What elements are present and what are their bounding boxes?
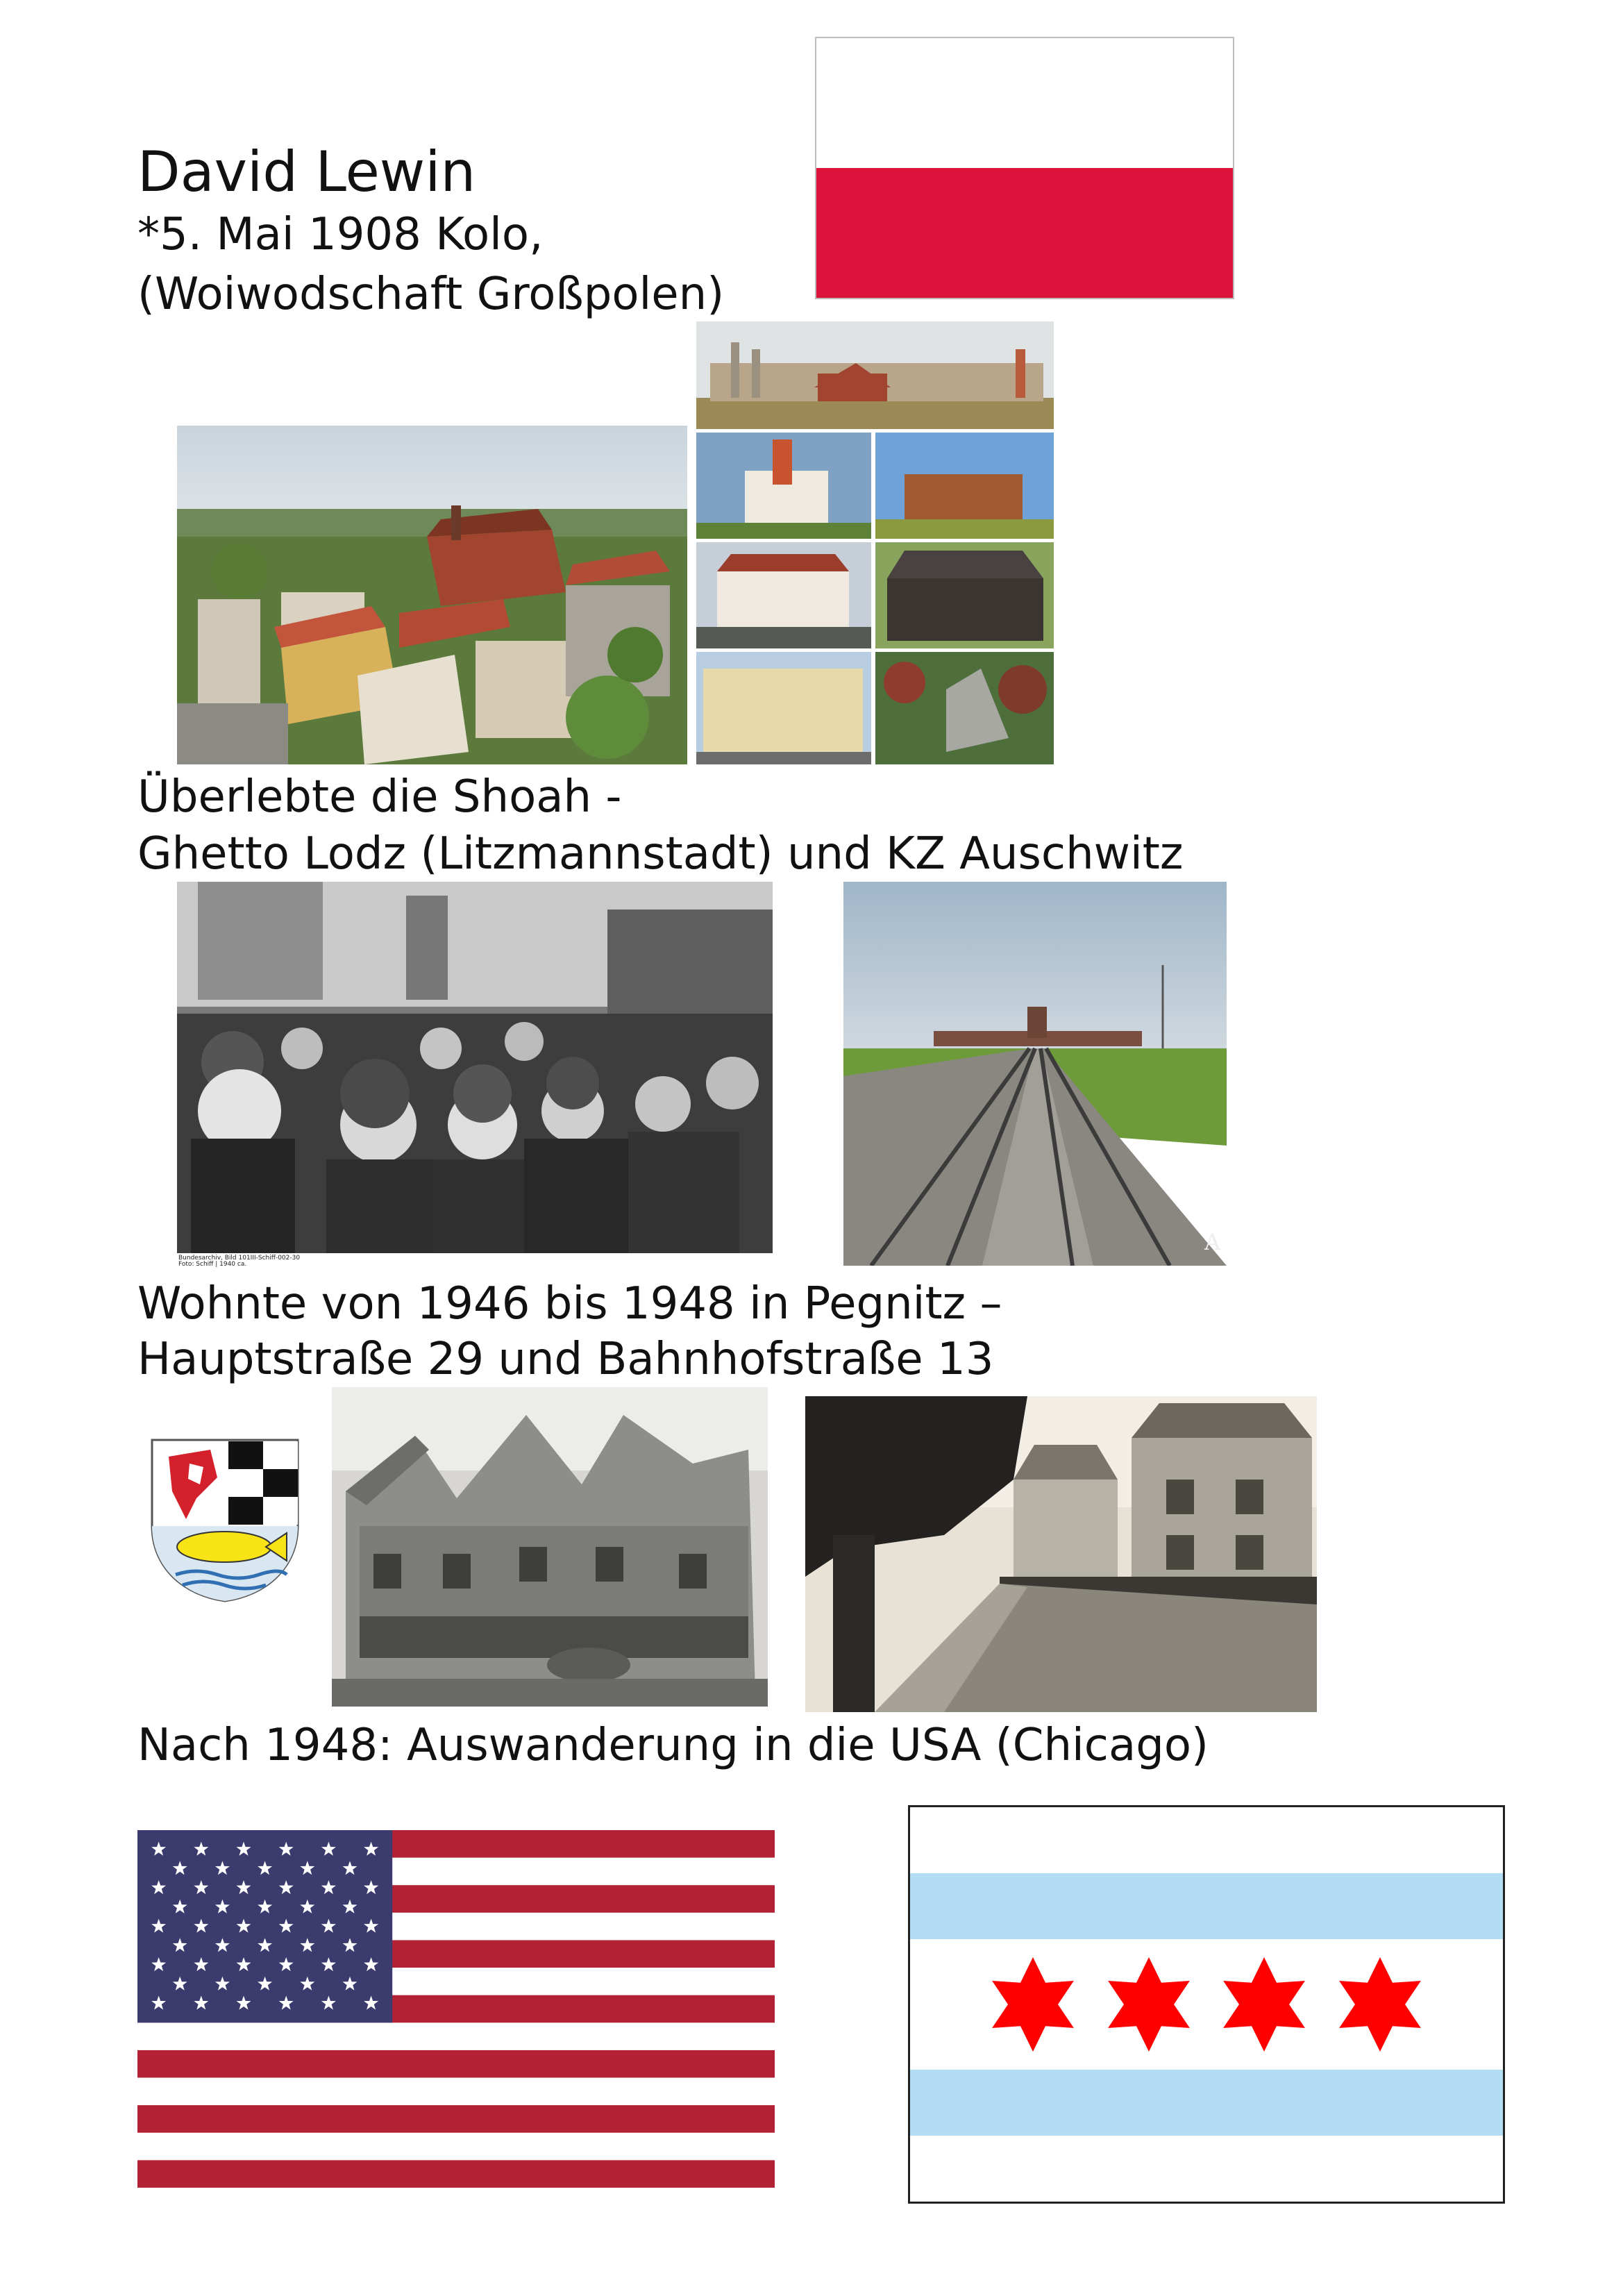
kolo-collage <box>696 321 1054 764</box>
ghetto-photo-credit-line2: Foto: Schiff | 1940 ca. <box>178 1261 247 1267</box>
hauptstrasse-photo <box>332 1387 768 1707</box>
poland-flag <box>815 37 1234 299</box>
birth-line: *5. Mai 1908 Kolo, <box>137 209 544 260</box>
person-name: David Lewin <box>137 140 476 204</box>
pegnitz-addresses: Hauptstraße 29 und Bahnhofstraße 13 <box>137 1334 994 1385</box>
usa-flag <box>137 1830 775 2188</box>
usa-flag-stripe <box>137 2133 775 2161</box>
ghetto-lodz-photo <box>177 882 773 1267</box>
usa-flag-stripe <box>137 2105 775 2133</box>
bahnhofstrasse-photo <box>805 1396 1317 1712</box>
auschwitz-watermark: A <box>1204 1229 1221 1255</box>
usa-flag-stripe <box>137 2050 775 2078</box>
usa-flag-stripe <box>137 2078 775 2106</box>
usa-flag-stripe <box>137 2022 775 2050</box>
chicago-flag-star <box>992 1957 1074 2052</box>
usa-flag-canton <box>137 1830 392 2022</box>
ghetto-photo-credit-line1: Bundesarchiv, Bild 101III-Schiff-002-30 <box>178 1255 301 1262</box>
pegnitz-heading: Wohnte von 1946 bis 1948 in Pegnitz – <box>137 1278 1002 1330</box>
chicago-flag-star <box>1223 1957 1305 2052</box>
usa-flag-stripe <box>137 2160 775 2188</box>
kolo-aerial-photo <box>177 426 687 764</box>
poland-flag-red-stripe <box>816 168 1233 298</box>
emigration-text: Nach 1948: Auswanderung in die USA (Chicago) <box>137 1720 1209 1771</box>
chicago-flag-star <box>1108 1957 1190 2052</box>
auschwitz-tracks-photo <box>843 882 1227 1266</box>
region-line: (Woiwodschaft Großpolen) <box>137 269 725 320</box>
pegnitz-coat-of-arms <box>148 1436 302 1604</box>
chicago-flag-star <box>1339 1957 1421 2052</box>
shoah-places: Ghetto Lodz (Litzmannstadt) und KZ Auschwitz <box>137 828 1184 880</box>
shoah-heading: Überlebte die Shoah - <box>137 771 622 823</box>
chicago-flag-bottom-stripe <box>910 2070 1503 2136</box>
chicago-flag-top-stripe <box>910 1873 1503 1939</box>
chicago-flag <box>908 1805 1505 2204</box>
